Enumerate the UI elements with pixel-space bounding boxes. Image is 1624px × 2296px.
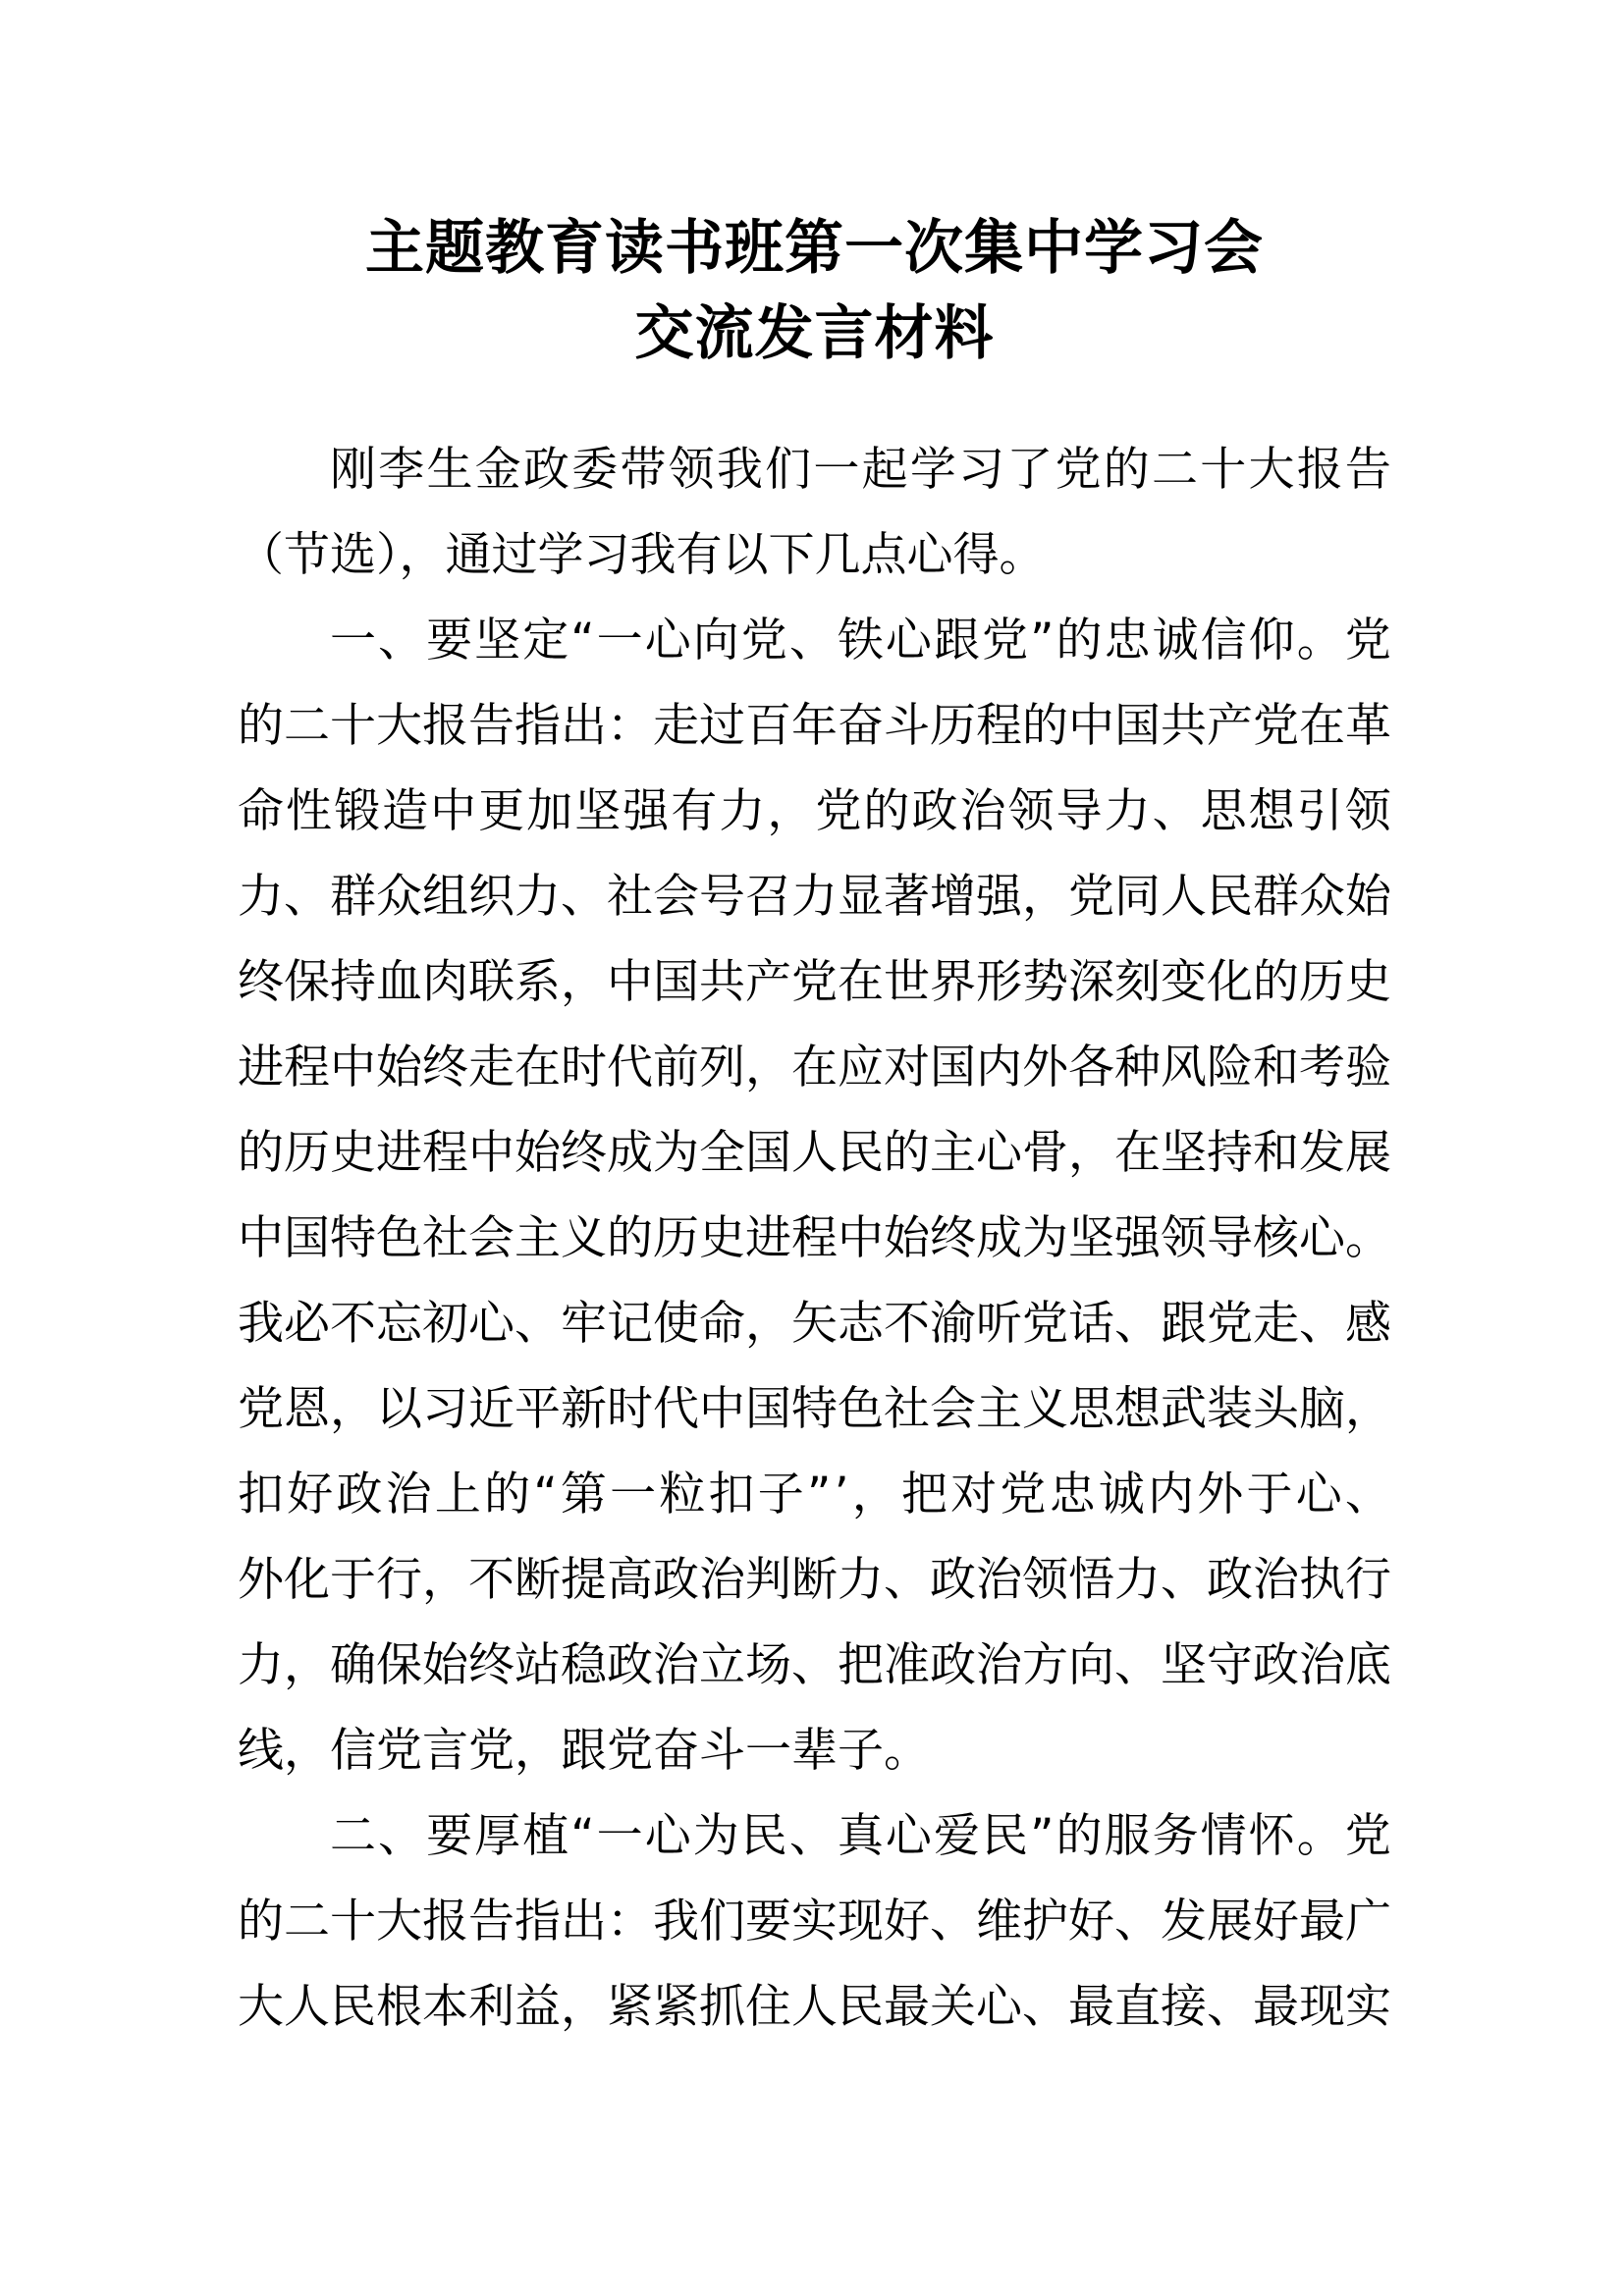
text-line: 的 历 史 进 程 中 始 终 成 为 全 国 人 民 的 主 心 骨 ， 在 坚 持 和 发 展 xyxy=(238,1126,1391,1180)
text-line: 线，信党言党，跟党奋斗一辈子。 xyxy=(238,1724,930,1778)
text-line: 命 性 锻 造 中 更 加 坚 强 有 力 ， 党 的 政 治 领 导 力 、 思 想 引 领 xyxy=(238,784,1391,838)
text-line: 刚 李 生 金 政 委 带 领 我 们 一 起 学 习 了 党 的 二 十 大 报 告 xyxy=(330,443,1391,497)
document-title xyxy=(238,206,1391,377)
text-line: 扣 好 政 治 上 的 “ 第 一 粒 扣 子 ” ’ ， 把 对 党 忠 诚 内 外 于 心 、 xyxy=(238,1468,1391,1522)
text-line: 外 化 于 行 ， 不 断 提 高 政 治 判 断 力 、 政 治 领 悟 力 、 政 治 执 行 xyxy=(238,1553,1391,1607)
text-line: 力 、 群 众 组 织 力 、 社 会 号 召 力 显 著 增 强 ， 党 同 人 民 群 众 始 xyxy=(238,870,1391,924)
document-title-line-2: 交流发言材料 xyxy=(634,299,995,368)
text-line: 二 、 要 厚 植 “ 一 心 为 民 、 真 心 爱 民 ” 的 服 务 情 怀 。 党 xyxy=(330,1809,1391,1863)
text-line: 进 程 中 始 终 走 在 时 代 前 列 ， 在 应 对 国 内 外 各 种 风 险 和 考 验 xyxy=(238,1041,1391,1095)
text-line: 中 国 特 色 社 会 主 义 的 历 史 进 程 中 始 终 成 为 坚 强 领 导 核 心 。 xyxy=(238,1211,1391,1265)
document-title-line-1: 主题教育读书班第一次集中学习会 xyxy=(365,214,1264,283)
text-line: 的 二 十 大 报 告 指 出 ： 走 过 百 年 奋 斗 历 程 的 中 国 共 产 党 在 革 xyxy=(238,699,1391,753)
text-line: （节选），通过学习我有以下几点心得。 xyxy=(238,528,1046,582)
text-line: 党 恩 ， 以 习 近 平 新 时 代 中 国 特 色 社 会 主 义 思 想 武 装 头 脑 ， xyxy=(238,1382,1391,1436)
text-line: 大 人 民 根 本 利 益 ， 紧 紧 抓 住 人 民 最 关 心 、 最 直 接 、 最 现 实 xyxy=(238,1980,1391,2034)
text-line: 一 、 要 坚 定 “ 一 心 向 党 、 铁 心 跟 党 ” 的 忠 诚 信 仰 。 党 xyxy=(330,614,1391,667)
text-line: 的 二 十 大 报 告 指 出 ： 我 们 要 实 现 好 、 维 护 好 、 发 展 好 最 广 xyxy=(238,1895,1391,1949)
text-line: 我 必 不 忘 初 心 、 牢 记 使 命 ， 矢 志 不 渝 听 党 话 、 跟 党 走 、 感 xyxy=(238,1297,1391,1351)
document-content xyxy=(238,206,1391,2050)
text-line: 终 保 持 血 肉 联 系 ， 中 国 共 产 党 在 世 界 形 势 深 刻 变 化 的 历 史 xyxy=(238,955,1391,1009)
document-body xyxy=(238,427,1391,2050)
text-line: 力 ， 确 保 始 终 站 稳 政 治 立 场 、 把 准 政 治 方 向 、 坚 守 政 治 底 xyxy=(238,1638,1391,1692)
